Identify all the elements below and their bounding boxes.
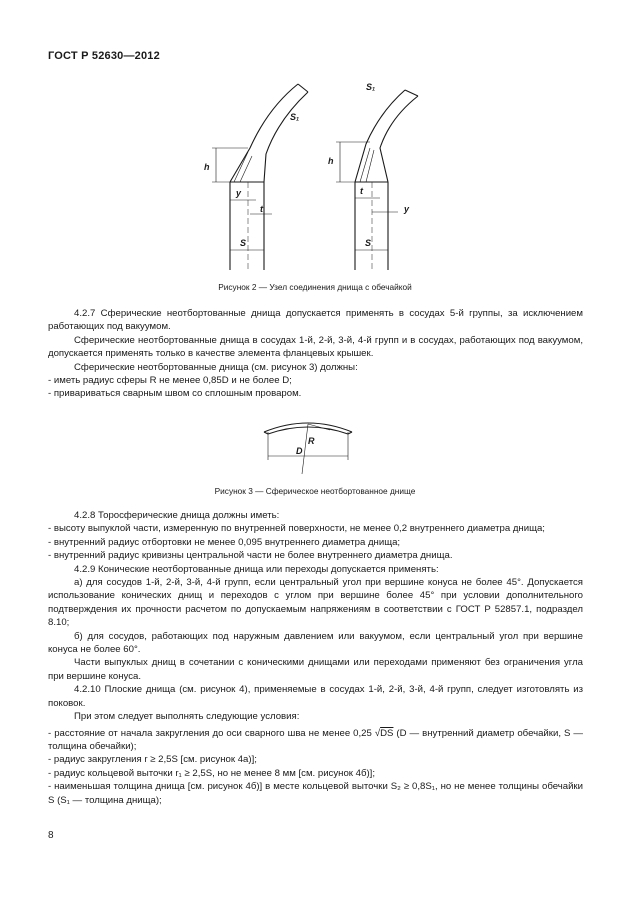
list-item: - наименьшая толщина днища [см. рисунок 4б)] в месте кольцевой выточки S₂ ≥ 0,8S₁, но не менее толщины обечайки S (S₁ — толщина днища); — [48, 781, 583, 806]
section-4-2-8 — [48, 509, 583, 807]
fig2-label-t-left: t — [260, 204, 263, 214]
paragraph: 4.2.8 Торосферические днища должны иметь: — [74, 510, 280, 521]
fig2-label-s-right: S — [365, 238, 372, 248]
paragraph: Части выпуклых днищ в сочетании с коническими днищами или переходами применяют без ограничения угла при вершине конуса. — [48, 657, 583, 682]
list-item: - радиус закругления r ≥ 2,5S [см. рисунок 4а)]; — [48, 754, 257, 766]
list-item: - радиус кольцевой выточки r₁ ≥ 2,5S, но не менее 8 мм [см. рисунок 4б)]; — [48, 767, 376, 779]
fig2-label-s1-right: S₁ — [366, 82, 376, 92]
figure-3-drawing — [258, 410, 358, 480]
list-item: - привариваться сварным швом со сплошным проваром. — [48, 388, 302, 400]
fig2-label-y-left: y — [236, 188, 242, 198]
figure-3-caption: Рисунок 3 — Сферическое неотбортованное днище — [214, 486, 416, 496]
sqrt-ds: DS — [380, 727, 394, 739]
list-item: - внутренний радиус кривизны центральной части не более внутреннего диаметра днища. — [48, 550, 453, 562]
paragraph: б) для сосудов, работающих под наружным давлением или вакуумом, если центральный угол при вершине конуса не более 60°. — [48, 630, 583, 656]
list-item: - внутренний радиус отбортовки не менее 0,095 внутреннего диаметра днища; — [48, 536, 401, 548]
paragraph: а) для сосудов 1-й, 2-й, 3-й, 4-й групп, если центральный угол при вершине конуса не более 45°. Допускается использование конических днищ и переходов с углом при вершине более 45° при условии дополнительного подтверждения их прочности расчетом по допускаемым напряжениям в соответствии с ГОСТ Р 52857.1, подраздел 8.10; — [48, 577, 583, 629]
fig2-label-s-left: S — [240, 238, 247, 248]
fig2-label-t-right: t — [360, 186, 363, 196]
fig2-label-h-right: h — [328, 156, 334, 166]
paragraph: Сферические неотбортованные днища в сосудах 1-й, 2-й, 3-й, 4-й групп и в сосудах, работающих под вакуумом, допускается применять только в качестве элемента фланцевых крышек. — [48, 334, 583, 360]
section-4-2-7 — [48, 307, 583, 401]
fig2-label-s1-left: S₁ — [290, 112, 300, 122]
figure-2-caption: Рисунок 2 — Узел соединения днища с обечайкой — [218, 282, 412, 292]
fig3-label-r: R — [308, 436, 315, 446]
paragraph: 4.2.7 Сферические неотбортованные днища допускается применять в сосудах 5-й группы, за исключением работающих под вакуумом. — [48, 308, 583, 333]
condition-1-text-a: - расстояние от начала закругления до оси сварного шва не менее 0,25 — [48, 727, 372, 739]
fig3-label-d: D — [296, 446, 303, 456]
paragraph: Сферические неотбортованные днища (см. рисунок 3) должны: — [74, 361, 358, 373]
condition-1-text-b: (D — внутренний диаметр обечайки, S — толщина обечайки); — [48, 727, 583, 752]
list-item: - расстояние от начала закругления до оси сварного шва не менее 0,25 √DS (D — внутренний диаметр обечайки, S — толщина обечайки); — [48, 727, 583, 752]
paragraph: При этом следует выполнять следующие условия: — [74, 711, 300, 723]
fig2-label-h-left: h — [204, 162, 210, 172]
fig2-label-y-right: y — [404, 204, 410, 214]
page-number: 8 — [48, 830, 54, 841]
paragraph: 4.2.10 Плоские днища (см. рисунок 4), применяемые в сосудах 1-й, 2-й, 3-й, 4-й групп, следует изготовлять из поковок. — [48, 684, 583, 709]
figure-2-drawing — [190, 78, 440, 274]
list-item: - иметь радиус сферы R не менее 0,85D и не более D; — [48, 375, 292, 387]
paragraph: 4.2.9 Конические неотбортованные днища или переходы допускается применять: — [74, 563, 439, 575]
list-item: - высоту выпуклой части, измеренную по внутренней поверхности, не менее 0,2 внутреннего диаметра днища; — [48, 523, 545, 535]
document-header: ГОСТ Р 52630—2012 — [48, 50, 160, 62]
